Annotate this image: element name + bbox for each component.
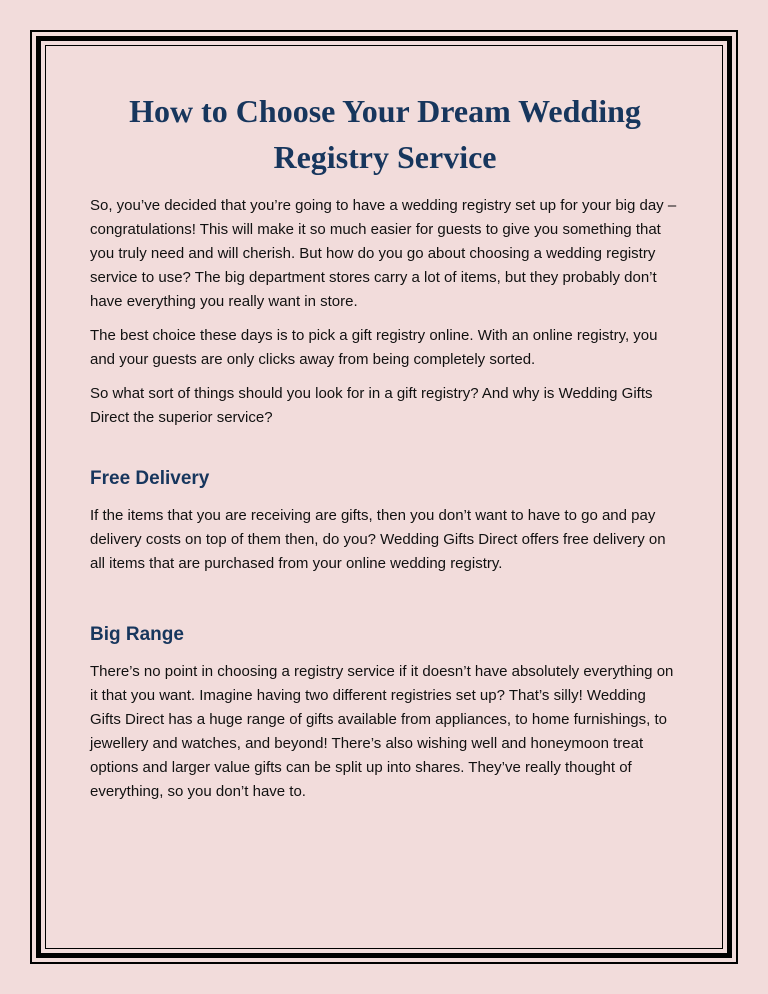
document-body — [90, 88, 680, 814]
intro-paragraph-1: So, you’ve decided that you’re going to have a wedding registry set up for your big day – congratulations! This will make it so much easier for guests to give you something that you truly need and will cherish. But how do you go about choosing a wedding registry service to use? The big department stores carry a lot of items, but they probably don’t have everything you really want in store. — [90, 197, 677, 310]
intro-paragraph-3: So what sort of things should you look for in a gift registry? And why is Wedding Gifts Direct the superior service? — [90, 385, 653, 426]
section-body-big-range: There’s no point in choosing a registry service if it doesn’t have absolutely everything on it that you want. Imagine having two different registries set up? That’s silly! Wedding Gifts Direct has a huge range of gifts available from appliances, to home furnishings, to jewellery and watches, and beyond! There’s also wishing well and honeymoon treat options and larger value gifts can be split up into shares. They’ve really thought of everything, so you don’t have to. — [90, 663, 674, 800]
page-title: How to Choose Your Dream Wedding Registry Service — [129, 93, 641, 175]
section-free-delivery — [90, 466, 680, 576]
section-heading-big-range: Big Range — [90, 624, 184, 645]
intro-paragraph-2: The best choice these days is to pick a gift registry online. With an online registry, you and your guests are only clicks away from being completely sorted. — [90, 327, 658, 368]
section-heading-free-delivery: Free Delivery — [90, 468, 210, 489]
section-big-range — [90, 622, 680, 804]
section-body-free-delivery: If the items that you are receiving are gifts, then you don’t want to have to go and pay delivery costs on top of them then, do you? Wedding Gifts Direct offers free delivery on all items that are purchased from your online wedding registry. — [90, 507, 666, 572]
